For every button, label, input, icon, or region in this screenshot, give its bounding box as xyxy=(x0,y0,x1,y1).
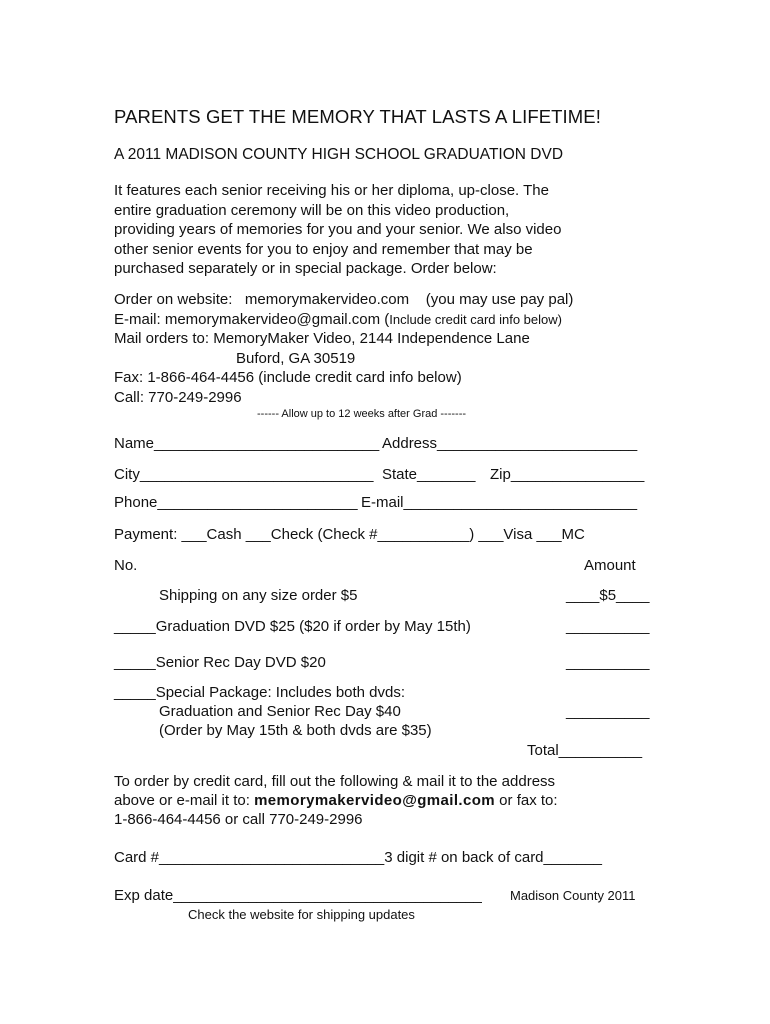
intro-line: providing years of memories for you and your senior. We also video xyxy=(114,221,562,238)
special-package-amount[interactable]: __________ xyxy=(566,703,650,720)
intro-line: purchased separately or in special package. Order below: xyxy=(114,260,497,277)
senior-rec-dvd-line[interactable]: _____Senior Rec Day DVD $20 xyxy=(114,654,326,671)
order-email: E-mail: memorymakervideo@gmail.com ( xyxy=(114,311,390,328)
shipping-note: Check the website for shipping updates xyxy=(188,907,415,922)
city-field[interactable]: City____________________________ xyxy=(114,466,374,483)
intro-line: It features each senior receiving his or her diploma, up-close. The xyxy=(114,182,549,199)
email-field[interactable]: E-mail____________________________ xyxy=(361,494,638,511)
amount-header: Amount xyxy=(584,557,636,574)
graduation-dvd-amount[interactable]: __________ xyxy=(566,618,650,635)
order-call-line: Call: 770-249-2996 xyxy=(114,389,242,406)
credit-line-2-post: or fax to: xyxy=(495,792,558,809)
order-website-label: Order on website: xyxy=(114,291,233,308)
order-mail-city: Buford, GA 30519 xyxy=(236,350,356,367)
total-field[interactable]: Total__________ xyxy=(527,742,643,759)
credit-line-2 xyxy=(114,791,558,811)
special-package-note: (Order by May 15th & both dvds are $35) xyxy=(159,722,432,739)
card-number-field[interactable]: Card #___________________________3 digit # on back of card_______ xyxy=(114,849,602,866)
order-website-line xyxy=(114,290,573,310)
intro-line: entire graduation ceremony will be on this video production, xyxy=(114,201,510,219)
order-website: memorymakervideo.com xyxy=(244,291,410,308)
shipping-line: Shipping on any size order $5 xyxy=(159,587,358,604)
order-mail-line: Mail orders to: MemoryMaker Video, 2144 Independence Lane xyxy=(114,330,530,347)
senior-rec-dvd-amount[interactable]: __________ xyxy=(566,654,650,671)
order-email-note: Include credit card info below) xyxy=(389,312,562,327)
special-package-line[interactable]: _____Special Package: Includes both dvds: xyxy=(114,684,406,701)
no-header: No. xyxy=(114,557,138,574)
graduation-dvd-line[interactable]: _____Graduation DVD $25 ($20 if order by May 15th) xyxy=(114,618,471,635)
special-package-detail: Graduation and Senior Rec Day $40 xyxy=(159,703,401,720)
credit-line-3: 1-866-464-4456 or call 770-249-2996 xyxy=(114,811,363,828)
shipping-amount: ____$5____ xyxy=(566,587,650,604)
subtitle: A 2011 MADISON COUNTY HIGH SCHOOL GRADUATION DVD xyxy=(114,146,564,163)
intro-paragraph xyxy=(114,181,561,279)
intro-line: other senior events for you to enjoy and remember that may be xyxy=(114,240,533,258)
credit-email: memorymakervideo@gmail.com xyxy=(254,792,496,809)
address-field[interactable]: Address________________________ xyxy=(382,435,638,452)
phone-field[interactable]: Phone________________________ xyxy=(114,494,358,511)
order-email-line xyxy=(114,310,562,330)
credit-line-2-pre: above or e-mail it to: xyxy=(114,792,255,809)
state-field[interactable]: State_______ xyxy=(382,466,476,483)
county-label: Madison County 2011 xyxy=(510,888,636,903)
exp-date-field[interactable]: Exp date_____________________________________ xyxy=(114,887,482,904)
zip-field[interactable]: Zip________________ xyxy=(490,466,645,483)
order-fax-line: Fax: 1-866-464-4456 (include credit card info below) xyxy=(114,369,462,386)
allow-note: ------ Allow up to 12 weeks after Grad ------- xyxy=(257,408,467,420)
headline: PARENTS GET THE MEMORY THAT LASTS A LIFETIME! xyxy=(114,106,601,127)
credit-line-1: To order by credit card, fill out the following & mail it to the address xyxy=(114,773,556,790)
name-field[interactable]: Name___________________________ xyxy=(114,435,380,452)
payment-options[interactable]: Payment: ___Cash ___Check (Check #___________) ___Visa ___MC xyxy=(114,526,585,543)
order-website-note: (you may use pay pal) xyxy=(425,291,574,308)
